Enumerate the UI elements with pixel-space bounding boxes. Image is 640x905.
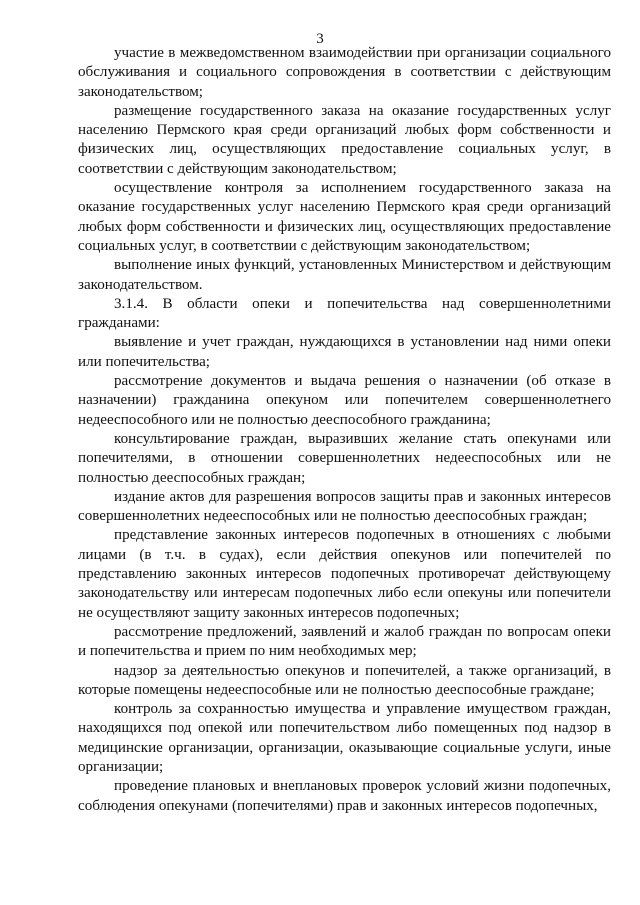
paragraph-issuing-acts: издание актов для разрешения вопросов защиты прав и законных интересов совершеннолетних недееспособных или не полностью дееспособных граждан; (78, 488, 611, 525)
paragraph-identification-and-registration: выявление и учет граждан, нуждающихся в установлении над ними опеки или попечительства; (78, 334, 611, 370)
paragraph-inspections: проведение плановых и внеплановых проверок условий жизни подопечных, соблюдения опекунами (попечителями) прав и законных интересов подопечных, (78, 778, 611, 814)
paragraph-complaints-review: рассмотрение предложений, заявлений и жалоб граждан по вопросам опеки и попечительства и прием по ним необходимых мер; (78, 623, 611, 660)
paragraph-other-functions: выполнение иных функций, установленных Министерством и действующим законодательством. (78, 257, 611, 293)
page-number: 3 (316, 31, 324, 47)
paragraph-property-control: контроль за сохранностью имущества и управление имуществом граждан, находящихся под опекой или попечительством либо помещенных под надзор в медицинские организации, организации, оказывающие социальные услуги, иные организации; (78, 701, 611, 775)
paragraph-guardian-appointment: рассмотрение документов и выдача решения о назначении (об отказе в назначении) гражданина опекуном или попечителем совершеннолетнего недееспособного или не полностью дееспособного гражданина; (78, 373, 611, 428)
document-body (78, 44, 611, 816)
paragraph-interagency-cooperation: участие в межведомственном взаимодействии при организации социального обслуживания и социального сопровождения в соответствии с действующим законодательством; (78, 45, 611, 100)
paragraph-consultation: консультирование граждан, выразивших желание стать опекунами или попечителями, в отношении совершеннолетних недееспособных или не полностью дееспособных граждан; (78, 430, 611, 486)
paragraph-representation: представление законных интересов подопечных в отношениях с любыми лицами (в т.ч. в судах), если действия опекунов или попечителей по представлению законных интересов подопечных противоречат действующему законодательству или интересам подопечных либо если опекуны или попечители не осуществляют защиту законных интересов подопечных; (78, 527, 611, 621)
section-heading-3-1-4: 3.1.4. В области опеки и попечительства над совершеннолетними гражданами: (78, 295, 611, 332)
paragraph-supervision: надзор за деятельностью опекунов и попечителей, а также организаций, в которые помещены недееспособные или не полностью дееспособные граждане; (78, 662, 611, 698)
paragraph-state-order-placement: размещение государственного заказа на оказание государственных услуг населению Пермского края среди организаций любых форм собственности и физических лиц, осуществляющих предоставление социальных услуг, в соответствии с действующим законодательством; (78, 102, 611, 177)
paragraph-state-order-control: осуществление контроля за исполнением государственного заказа на оказание государственных услуг населению Пермского края среди организаций любых форм собственности и физических лиц, осуществляющих предоставление социальных услуг, в соответствии с действующим законодательством; (78, 180, 611, 254)
